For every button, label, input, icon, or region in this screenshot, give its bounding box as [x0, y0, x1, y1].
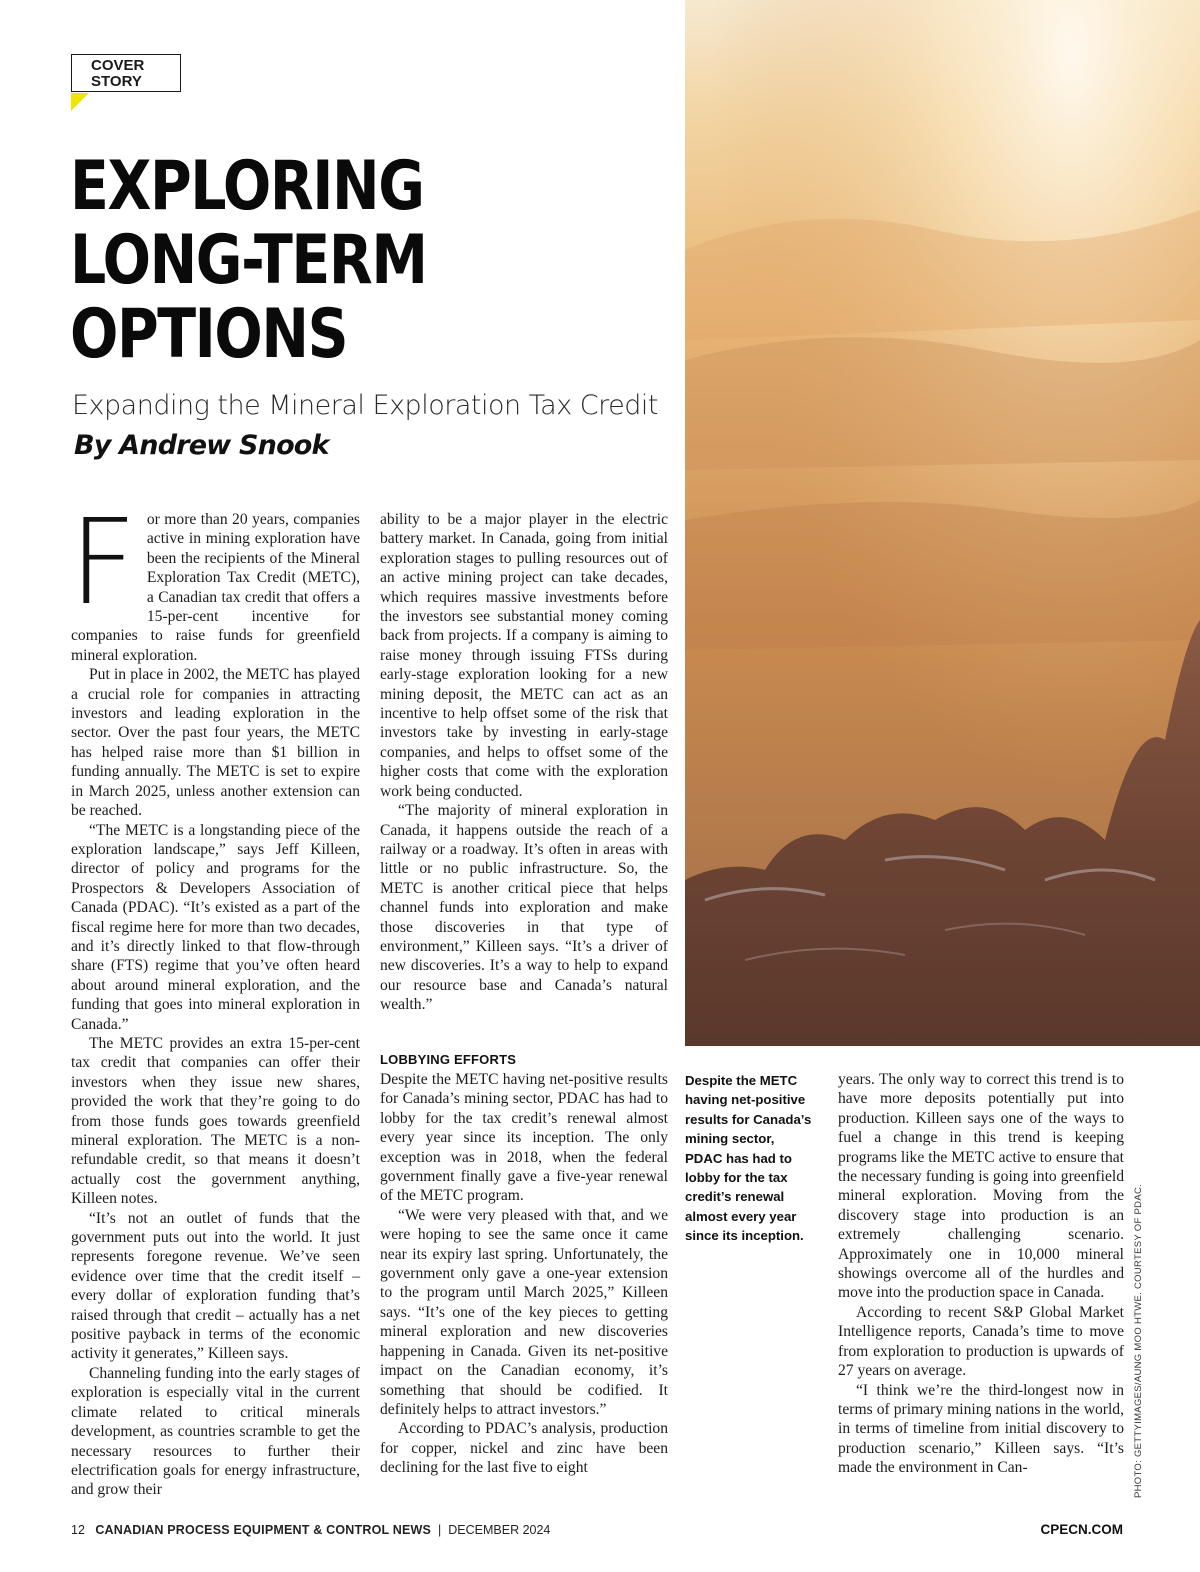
tag-accent-triangle: [71, 93, 89, 111]
page-footer: [71, 1523, 550, 1537]
photo-credit: PHOTO: GETTYIMAGES/AUNG MOO HTWE. COURTESY OF PDAC.: [1133, 1183, 1144, 1498]
footer-separator: |: [438, 1523, 442, 1537]
headline-line-1: EXPLORING: [70, 147, 424, 226]
paragraph-13: According to recent S&P Global Market Intelligence reports, Canada’s time to move from exploration to production is upwards of 27 years on average.: [838, 1303, 1124, 1380]
subtitle: Expanding the Mineral Exploration Tax Credit: [72, 390, 658, 421]
paragraph-intro: [69, 493, 360, 665]
headline-line-3: OPTIONS: [70, 295, 348, 374]
byline: By Andrew Snook: [74, 430, 329, 461]
paragraph-12: years. The only way to correct this trend is to have more deposits potentially put into production. Killeen says one of the ways to fuel a change in this trend is keeping programs like the METC active to ensure that the necessary funding is going into greenfield mineral exploration. Moving from the discovery stage into production is an extremely challenging scenario. Approximately one in 10,000 mineral showings overcome all of the hurdles and move into the production space in Canada.: [838, 1071, 1124, 1302]
issue-date: DECEMBER 2024: [448, 1523, 551, 1537]
tag-line-1: COVER: [91, 57, 145, 74]
paragraph-4: The METC provides an extra 15-per-cent tax credit that companies can offer their investors when they issue new shares, provided the work that they’re going to do from those funds goes towards greenfield mineral exploration. The METC is a non-refundable credit, so that means it doesn’t actually cost the government anything, Killeen notes.: [71, 1034, 360, 1208]
paragraph-3: “The METC is a longstanding piece of the exploration landscape,” says Jeff Killeen, director of policy and programs for the Prospectors & Developers Association of Canada (PDAC). “It’s existed as a part of the fiscal regime here for more than two decades, and it’s directly linked to that flow-through share (FTS) regime that you’ve often heard about around mineral exploration, and the funding that goes into mineral exploration in Canada.”: [71, 821, 360, 1033]
paragraph-10: “We were very pleased with that, and we were hoping to see the same once it came near its expiry last spring. Unfortunately, the government only gave a one-year extension to the program until March 2025,” Killeen says. “It’s one of the key pieces to getting mineral exploration and new discoveries happening in Canada. Given its net-positive impact on the Canadian economy, it’s something that should be codified. It definitely helps to attract investors.”: [380, 1206, 668, 1418]
paragraph-6: Channeling funding into the early stages of exploration is especially vital in the current climate related to critical minerals development, as countries scramble to get the necessary resources to further their electrification goals for energy infrastructure, and grow their: [71, 1364, 360, 1499]
article-column-2: [380, 510, 668, 1015]
tag-line-2: STORY: [91, 73, 142, 90]
page-number: 12: [71, 1523, 85, 1537]
paragraph-9: Despite the METC having net-positive results for Canada’s mining sector, PDAC has had to lobby for the tax credit’s renewal almost every year since its inception. The only exception was in 2018, when the federal government finally gave a five-year renewal of the METC program.: [380, 1071, 668, 1205]
sunset-rock-photo: [685, 0, 1200, 1046]
paragraph-2: Put in place in 2002, the METC has played a crucial role for companies in attracting investors and leading exploration in the sector. Over the past four years, the METC has helped raise more than $1 billion in funding annually. The METC is set to expire in March 2025, unless another extension can be reached.: [71, 666, 360, 820]
article-column-1: [69, 493, 360, 1500]
article-column-4: [838, 1070, 1124, 1478]
drop-cap: F: [69, 493, 137, 631]
paragraph-8: “The majority of mineral exploration in Canada, it happens outside the reach of a railway or a roadway. It’s often in areas with little or no public infrastructure. So, the METC is another critical piece that helps channel funds into exploration and make those discoveries in that type of environment,” Killeen says. “It’s a driver of new discoveries. It’s a way to help to expand our resource base and Canada’s natural wealth.”: [380, 802, 668, 1014]
headline-line-2: LONG-TERM: [70, 221, 427, 300]
paragraph-1-text: or more than 20 years, companies active in mining exploration have been the recipients of the Mineral Exploration Tax Credit (METC), a Canadian tax credit that offers a 15-per-cent incentive for companies to raise funds for greenfield mineral exploration.: [71, 511, 360, 664]
photo-illustration: [685, 0, 1200, 1046]
article-column-2-continued: [380, 1070, 668, 1478]
paragraph-7: ability to be a major player in the electric battery market. In Canada, going from initial exploration stages to pulling resources out of an active mining project can take decades, which requires massive investments before the investors see substantial money coming back from projects. If a company is aiming to raise money through issuing FTSs during early-stage exploration looking for a new mining deposit, the METC can act as an incentive to help offset some of the risk that investors take by investing in early-stage companies, and helps to offset some of the higher costs that come with the exploration work being conducted.: [380, 511, 668, 800]
cover-story-tag: [71, 54, 181, 92]
paragraph-14: “I think we’re the third-longest now in terms of primary mining nations in the world, in terms of timeline from initial discovery to production scenario,” Killeen says. “It’s made the environment in Can-: [838, 1381, 1124, 1477]
photo-caption: Despite the METC having net-positive results for Canada’s mining sector, PDAC has had to lobby for the tax credit’s renewal almost every year since its inception.: [685, 1073, 812, 1244]
headline: [70, 147, 630, 374]
section-heading: LOBBYING EFFORTS: [380, 1052, 517, 1067]
paragraph-11: According to PDAC’s analysis, production for copper, nickel and zinc have been declining for the last five to eight: [380, 1420, 668, 1477]
publication-name: CANADIAN PROCESS EQUIPMENT & CONTROL NEWS: [95, 1523, 432, 1537]
paragraph-5: “It’s not an outlet of funds that the government puts out into the world. It just represents foregone revenue. We’ve seen evidence over time that the credit itself – every dollar of exploration funding that’s raised through that credit – actually has a net positive payback in terms of the economic activity it generates,” Killeen says.: [71, 1209, 360, 1363]
website-link[interactable]: CPECN.COM: [1040, 1522, 1123, 1537]
